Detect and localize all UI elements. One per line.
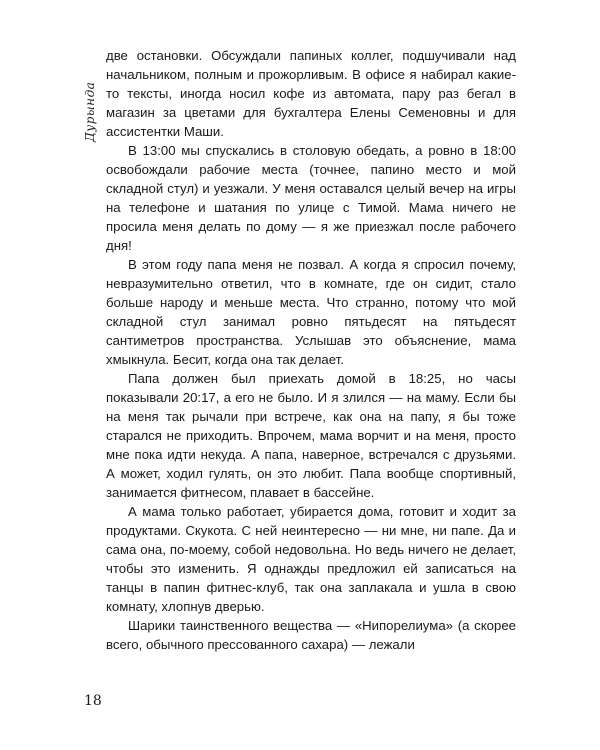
- paragraph: А мама только работает, убирается дома, готовит и ходит за продуктами. Скукота. С ней неинтересно — ни мне, ни папе. Да и сама она, по-моему, собой недовольна. Но ведь ничего не делает, чтобы это изменить. Я однажды предложил ей записаться на танцы в папин фитнес-клуб, так она заплакала и ушла в свою комнату, хлопнув дверью.: [106, 504, 516, 614]
- page-number: 18: [84, 693, 102, 709]
- paragraph: В этом году папа меня не позвал. А когда я спросил почему, невразумительно ответил, что в комнате, где он сидит, стало больше народу и меньше места. Что странно, потому что мой складной стул занимал ровно пятьдесят на пятьдесят сантиметров пространства. Услышав это объяснение, мама хмыкнула. Бесит, когда она так делает.: [106, 257, 516, 367]
- paragraph: Шарики таинственного вещества — «Нипорелиума» (а скорее всего, обычного прессованного сахара) — лежали: [106, 618, 516, 652]
- paragraph: Папа должен был приехать домой в 18:25, но часы показывали 20:17, а его не было. И я злился — на маму. Если бы на меня так рычали при встрече, как она на папу, я бы тоже старался не приходить. Впрочем, мама ворчит и на меня, просто мне пока идти некуда. А папа, наверное, встречался с друзьями. А может, ходил гулять, он это любит. Папа вообще спортивный, занимается фитнесом, плавает в бассейне.: [106, 371, 516, 500]
- body-text: [106, 46, 516, 654]
- running-head: Дурында: [83, 81, 97, 142]
- paragraph: две остановки. Обсуждали папиных коллег, подшучивали над начальником, полным и прожорливым. В офисе я набирал какие-то тексты, иногда носил кофе из автомата, пару раз бегал в магазин за цветами для бухгалтера Елены Семеновны и для ассистентки Маши.: [106, 48, 516, 139]
- paragraph: В 13:00 мы спускались в столовую обедать, а ровно в 18:00 освобождали рабочие места (точнее, папино место и мой складной стул) и уезжали. У меня оставался целый вечер на игры на телефоне и шатания по улице с Тимой. Мама ничего не просила меня делать по дому — я же приезжал после рабочего дня!: [106, 143, 516, 253]
